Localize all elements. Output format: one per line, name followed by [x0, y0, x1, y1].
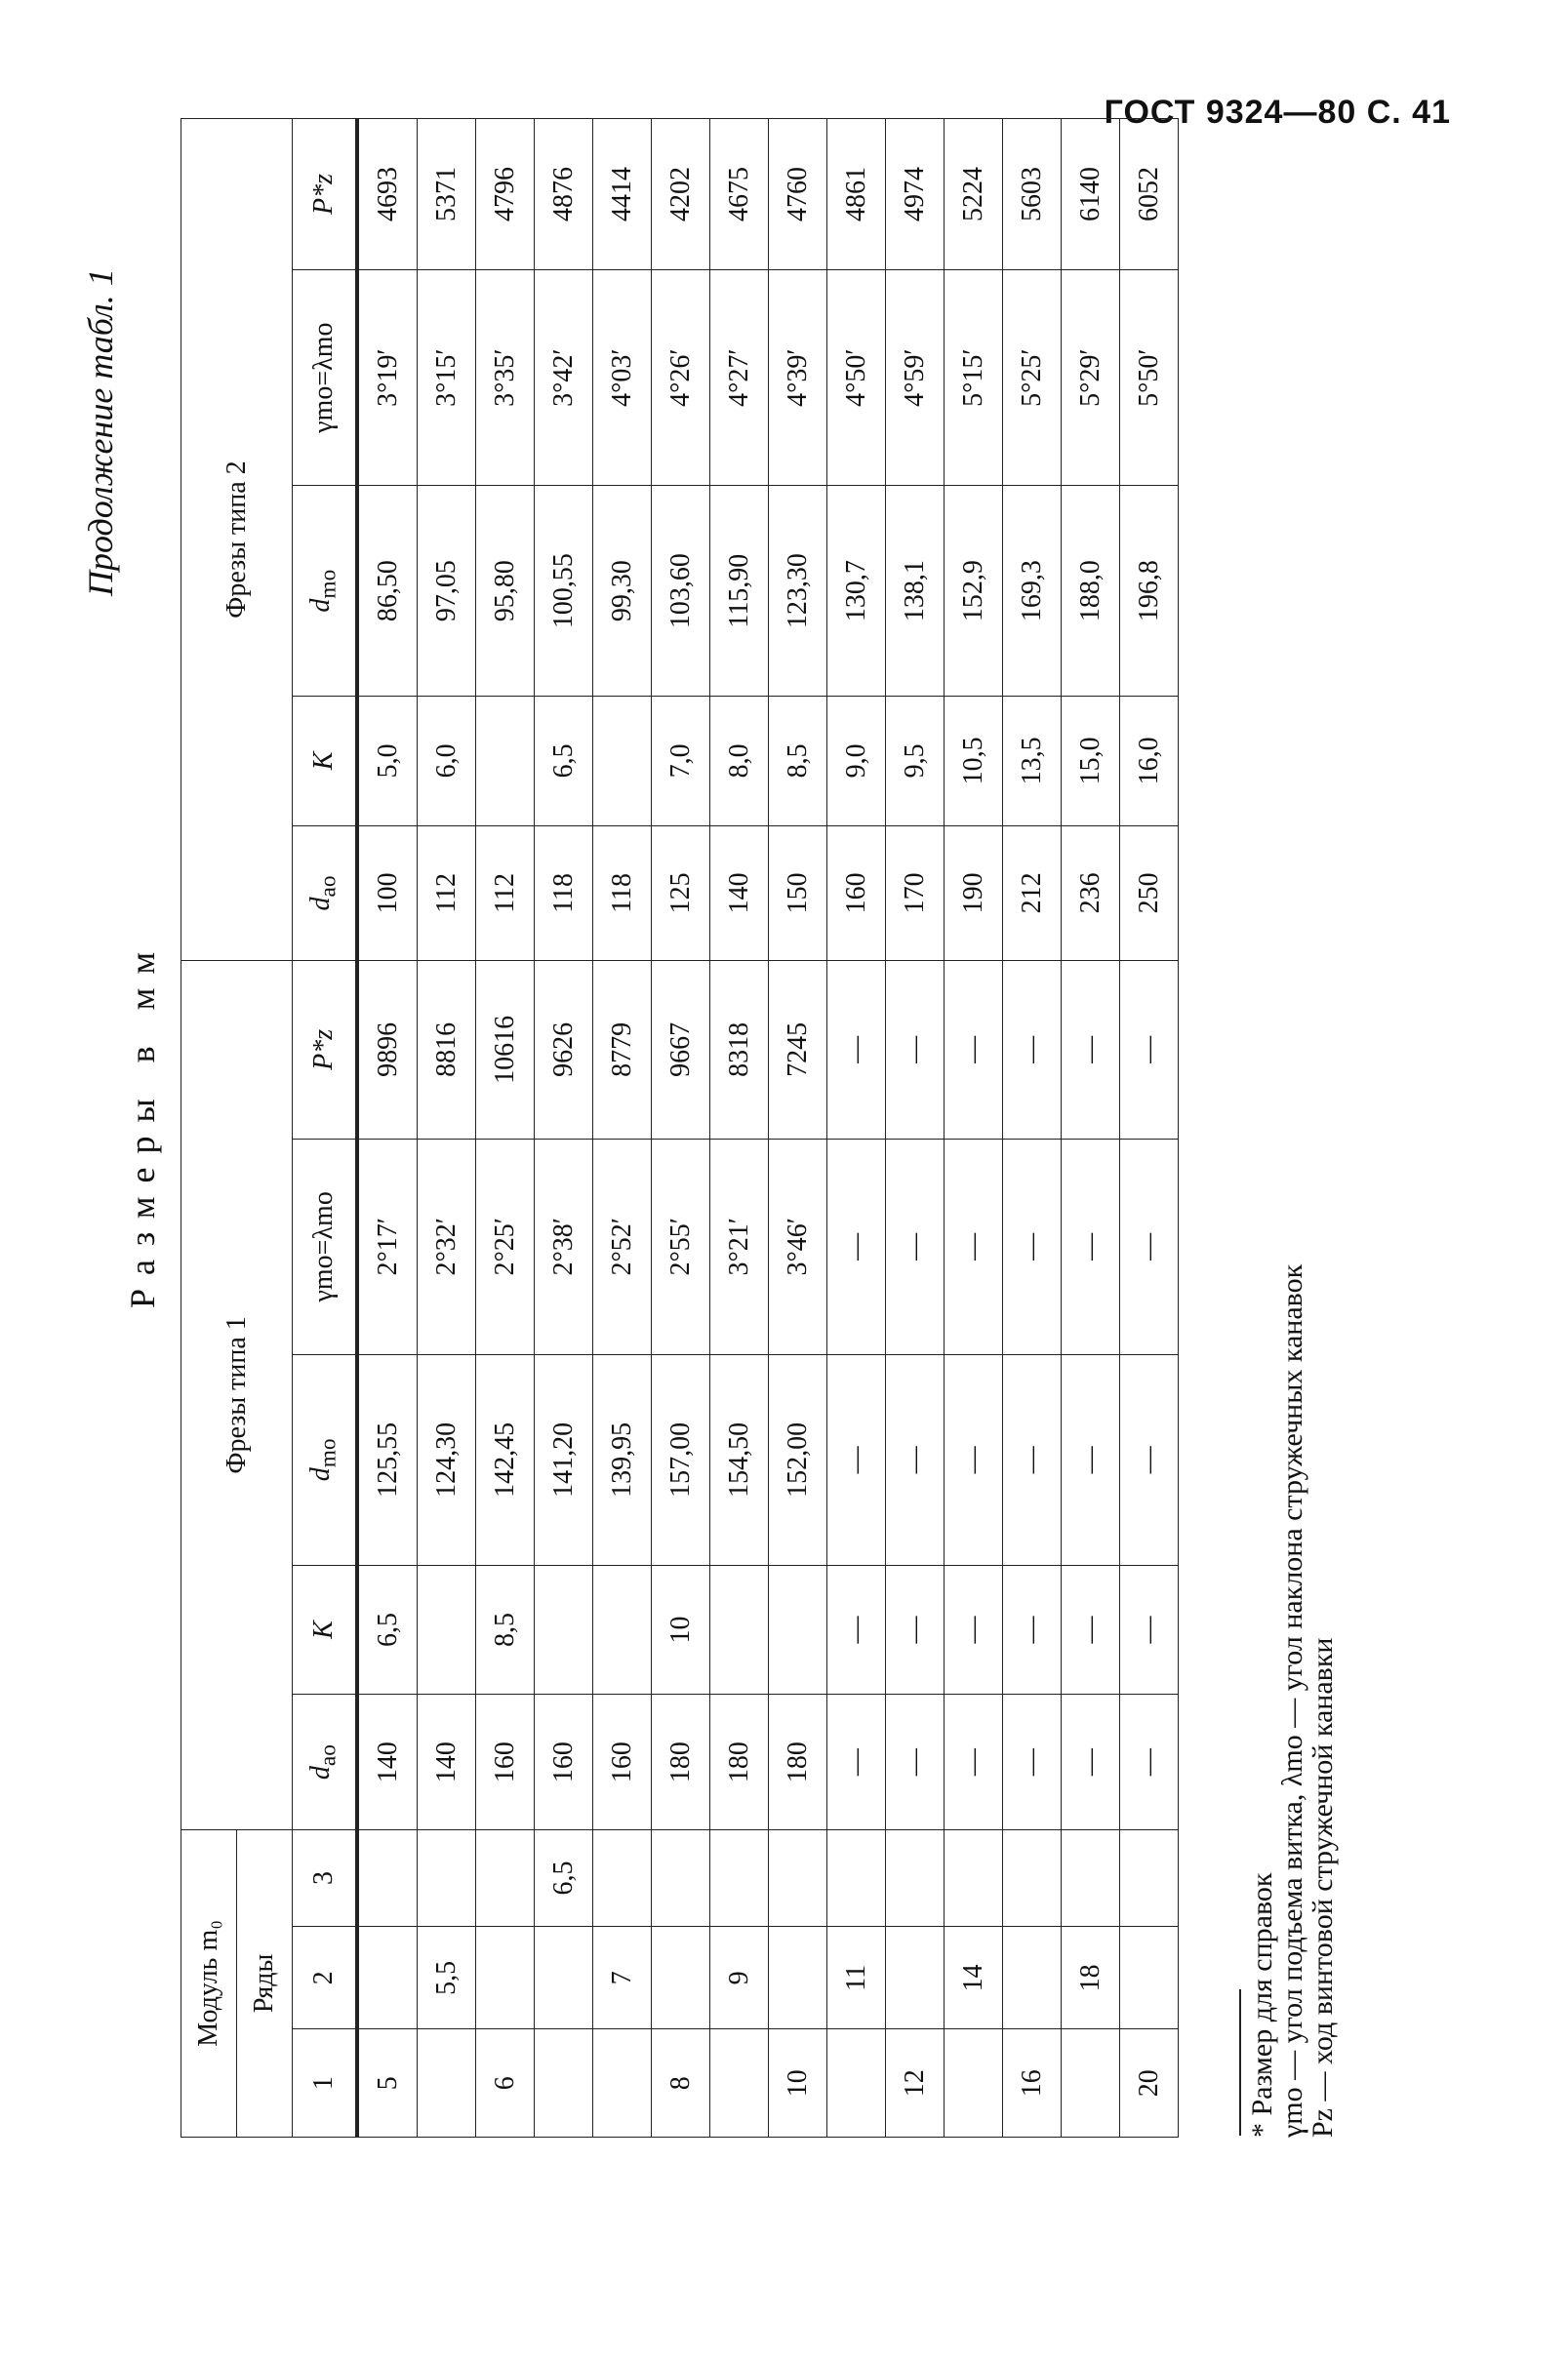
cell-t2-k: 10,5	[945, 697, 1003, 826]
cell-r1	[945, 2029, 1003, 2138]
cell-t2-dmo: 86,50	[357, 486, 418, 697]
cell-t2-k: 15,0	[1062, 697, 1120, 826]
cell-t1-dmo: —	[1003, 1354, 1062, 1565]
cell-r1	[710, 2029, 769, 2138]
group2-title: Фрезы типа 2	[181, 119, 293, 961]
cell-r3: 6,5	[535, 1829, 593, 1927]
cell-t1-gamma: 2°55′	[652, 1139, 710, 1354]
cell-t1-pz: 9626	[535, 961, 593, 1140]
cell-t1-gamma: 2°38′	[535, 1139, 593, 1354]
cell-r3	[357, 1829, 418, 1927]
cell-t2-gamma: 4°03′	[593, 270, 652, 486]
table-row	[652, 119, 710, 2138]
cell-r3	[1120, 1829, 1179, 1927]
cell-r3	[886, 1829, 945, 1927]
cell-r3	[945, 1829, 1003, 1927]
cell-t2-pz: 5371	[418, 119, 476, 270]
cell-r1	[827, 2029, 886, 2138]
cell-t2-dmo: 103,60	[652, 486, 710, 697]
cell-t1-dao: —	[827, 1695, 886, 1829]
dimensions-table	[181, 118, 1179, 2138]
col-dao-1: $d_{ao}$	[293, 1695, 358, 1829]
cell-t2-k: 9,0	[827, 697, 886, 826]
cell-t1-dmo: 139,95	[593, 1354, 652, 1565]
cell-t2-k: 16,0	[1120, 697, 1179, 826]
cell-t1-k	[535, 1565, 593, 1695]
col-dmo-2: $d_{mo}$	[293, 486, 358, 697]
table-row	[827, 119, 886, 2138]
cell-t1-pz: 7245	[769, 961, 827, 1140]
cell-t2-dao: 170	[886, 825, 945, 960]
cell-t1-dmo: —	[827, 1354, 886, 1565]
cell-t2-dao: 236	[1062, 825, 1120, 960]
cell-t1-dao: 160	[535, 1695, 593, 1829]
cell-r3	[769, 1829, 827, 1927]
cell-r2	[769, 1927, 827, 2029]
col-k-1: K	[293, 1565, 358, 1695]
cell-t1-pz: —	[1003, 961, 1062, 1140]
cell-t1-k	[710, 1565, 769, 1695]
cell-t2-pz: 4202	[652, 119, 710, 270]
cell-t1-pz: —	[1062, 961, 1120, 1140]
cell-t1-gamma: 2°32′	[418, 1139, 476, 1354]
cell-t2-pz: 4796	[476, 119, 535, 270]
cell-t2-k: 6,0	[418, 697, 476, 826]
cell-t2-dmo: 152,9	[945, 486, 1003, 697]
cell-r2: 7	[593, 1927, 652, 2029]
cell-t1-pz: 10616	[476, 961, 535, 1140]
col-gamma-1: γmo=λmo	[293, 1139, 358, 1354]
cell-r1: 6	[476, 2029, 535, 2138]
cell-t1-pz: —	[945, 961, 1003, 1140]
cell-t2-gamma: 3°42′	[535, 270, 593, 486]
cell-t1-gamma: —	[1120, 1139, 1179, 1354]
table-row	[418, 119, 476, 2138]
cell-t1-k	[418, 1565, 476, 1695]
cell-t2-dmo: 138,1	[886, 486, 945, 697]
cell-t2-gamma: 4°59′	[886, 270, 945, 486]
table-row	[710, 119, 769, 2138]
cell-t2-pz: 6140	[1062, 119, 1120, 270]
cell-t2-dao: 112	[476, 825, 535, 960]
cell-t2-dmo: 123,30	[769, 486, 827, 697]
cell-t1-dmo: —	[886, 1354, 945, 1565]
cell-t1-dao: 180	[769, 1695, 827, 1829]
cell-r2	[357, 1927, 418, 2029]
cell-t2-dmo: 169,3	[1003, 486, 1062, 697]
cell-t2-gamma: 3°19′	[357, 270, 418, 486]
cell-r2: 18	[1062, 1927, 1120, 2029]
cell-r1: 16	[1003, 2029, 1062, 2138]
cell-t1-gamma: —	[827, 1139, 886, 1354]
table-row	[1120, 119, 1179, 2138]
cell-t1-dao: —	[1120, 1695, 1179, 1829]
cell-t2-dmo: 196,8	[1120, 486, 1179, 697]
cell-t2-pz: 4876	[535, 119, 593, 270]
cell-t1-dao: —	[1003, 1695, 1062, 1829]
cell-t2-pz: 4861	[827, 119, 886, 270]
cell-t2-gamma: 5°50′	[1120, 270, 1179, 486]
row-col-2: 2	[293, 1927, 358, 2029]
cell-t2-dao: 212	[1003, 825, 1062, 960]
cell-t2-pz: 4974	[886, 119, 945, 270]
cell-t2-k: 7,0	[652, 697, 710, 826]
cell-r3	[652, 1829, 710, 1927]
footnote-rule	[1239, 1989, 1241, 2136]
cell-t2-pz: 5224	[945, 119, 1003, 270]
cell-t1-dmo: 141,20	[535, 1354, 593, 1565]
cell-r2: 5,5	[418, 1927, 476, 2029]
cell-t1-dao: —	[886, 1695, 945, 1829]
cell-t1-k	[769, 1565, 827, 1695]
cell-r3	[418, 1829, 476, 1927]
footnote-reference: * Размер для справок	[1246, 1872, 1278, 2138]
cell-t1-pz: 8779	[593, 961, 652, 1140]
cell-t1-gamma: 2°25′	[476, 1139, 535, 1354]
cell-t1-pz: 9896	[357, 961, 418, 1140]
cell-t2-gamma: 3°35′	[476, 270, 535, 486]
cell-t2-dao: 125	[652, 825, 710, 960]
col-dao-2: $d_{ao}$	[293, 825, 358, 960]
table-row	[945, 119, 1003, 2138]
cell-t1-dmo: 152,00	[769, 1354, 827, 1565]
cell-t1-k: 6,5	[357, 1565, 418, 1695]
sizes-title: Размеры в мм	[123, 938, 162, 1308]
cell-t1-pz: 8816	[418, 961, 476, 1140]
cell-t1-dao: —	[945, 1695, 1003, 1829]
cell-t1-dao: 160	[476, 1695, 535, 1829]
cell-t1-k: 10	[652, 1565, 710, 1695]
cell-t1-dao: 140	[418, 1695, 476, 1829]
cell-t1-dmo: —	[945, 1354, 1003, 1565]
cell-t2-dmo: 100,55	[535, 486, 593, 697]
cell-r3	[827, 1829, 886, 1927]
cell-r2	[886, 1927, 945, 2029]
cell-t1-dmo: —	[1120, 1354, 1179, 1565]
cell-r3	[710, 1829, 769, 1927]
cell-r1: 20	[1120, 2029, 1179, 2138]
cell-r1	[1062, 2029, 1120, 2138]
cell-t1-gamma: —	[1062, 1139, 1120, 1354]
cell-t1-dmo: 125,55	[357, 1354, 418, 1565]
table-row	[476, 119, 535, 2138]
cell-r3	[593, 1829, 652, 1927]
cell-t1-k: —	[1003, 1565, 1062, 1695]
col-pz-2: P*z	[293, 119, 358, 270]
table-row	[769, 119, 827, 2138]
cell-t2-gamma: 4°39′	[769, 270, 827, 486]
cell-t1-dmo: 157,00	[652, 1354, 710, 1565]
cell-r2	[535, 1927, 593, 2029]
cell-r1	[535, 2029, 593, 2138]
cell-t1-dao: 140	[357, 1695, 418, 1829]
table-row	[886, 119, 945, 2138]
cell-t2-dao: 160	[827, 825, 886, 960]
cell-t1-k	[593, 1565, 652, 1695]
col-dmo-1: $d_{mo}$	[293, 1354, 358, 1565]
row-col-3: 3	[293, 1829, 358, 1927]
cell-t1-gamma: —	[886, 1139, 945, 1354]
cell-r2	[1003, 1927, 1062, 2029]
cell-t2-dmo: 130,7	[827, 486, 886, 697]
cell-r2: 9	[710, 1927, 769, 2029]
cell-t1-pz: —	[1120, 961, 1179, 1140]
cell-t1-gamma: —	[1003, 1139, 1062, 1354]
cell-r1	[593, 2029, 652, 2138]
cell-t1-k: —	[1062, 1565, 1120, 1695]
cell-t1-dmo: 154,50	[710, 1354, 769, 1565]
cell-t2-dmo: 115,90	[710, 486, 769, 697]
cell-t2-k: 13,5	[1003, 697, 1062, 826]
cell-t2-pz: 5603	[1003, 119, 1062, 270]
cell-r1: 10	[769, 2029, 827, 2138]
cell-t1-gamma: 2°52′	[593, 1139, 652, 1354]
cell-r3	[476, 1829, 535, 1927]
cell-r2: 11	[827, 1927, 886, 2029]
cell-t2-k: 6,5	[535, 697, 593, 826]
cell-t1-dao: 180	[652, 1695, 710, 1829]
cell-t2-k: 5,0	[357, 697, 418, 826]
cell-t1-dao: —	[1062, 1695, 1120, 1829]
footnote-gamma-lambda: γmo — угол подъема витка, λmo — угол наклона стружечных канавок	[1276, 1263, 1308, 2138]
cell-t2-gamma: 4°26′	[652, 270, 710, 486]
cell-t2-k: 8,0	[710, 697, 769, 826]
cell-t1-gamma: 2°17′	[357, 1139, 418, 1354]
table-row	[593, 119, 652, 2138]
col-pz-1: P*z	[293, 961, 358, 1140]
footnotes	[1247, 1264, 1338, 2138]
table-body	[357, 119, 1179, 2138]
cell-t2-k: 8,5	[769, 697, 827, 826]
cell-t1-dao: 160	[593, 1695, 652, 1829]
cell-t1-pz: —	[886, 961, 945, 1140]
cell-r1: 5	[357, 2029, 418, 2138]
cell-t2-dmo: 99,30	[593, 486, 652, 697]
cell-t1-gamma: 3°46′	[769, 1139, 827, 1354]
cell-t2-dao: 250	[1120, 825, 1179, 960]
cell-t1-gamma: —	[945, 1139, 1003, 1354]
cell-r1: 8	[652, 2029, 710, 2138]
cell-r2	[1120, 1927, 1179, 2029]
cell-t2-gamma: 5°29′	[1062, 270, 1120, 486]
module-header: Модуль m₀	[181, 1829, 237, 2137]
cell-t2-dao: 190	[945, 825, 1003, 960]
rows-header: Ряды	[237, 1829, 293, 2137]
cell-t2-gamma: 3°15′	[418, 270, 476, 486]
row-col-1: 1	[293, 2029, 358, 2138]
cell-t2-k	[593, 697, 652, 826]
cell-t2-pz: 6052	[1120, 119, 1179, 270]
table-row	[1062, 119, 1120, 2138]
cell-t1-pz: 8318	[710, 961, 769, 1140]
cell-t1-k: —	[945, 1565, 1003, 1695]
cell-t1-k: —	[886, 1565, 945, 1695]
cell-r1	[418, 2029, 476, 2138]
cell-r2	[476, 1927, 535, 2029]
cell-t1-gamma: 3°21′	[710, 1139, 769, 1354]
cell-r3	[1003, 1829, 1062, 1927]
cell-r3	[1062, 1829, 1120, 1927]
cell-t2-pz: 4414	[593, 119, 652, 270]
cell-t2-k	[476, 697, 535, 826]
cell-t2-dao: 118	[535, 825, 593, 960]
col-gamma-2: γmo=λmo	[293, 270, 358, 486]
cell-t1-pz: 9667	[652, 961, 710, 1140]
table-row	[535, 119, 593, 2138]
cell-t2-gamma: 4°50′	[827, 270, 886, 486]
cell-t2-dmo: 188,0	[1062, 486, 1120, 697]
cell-t1-k: —	[1120, 1565, 1179, 1695]
page-header: ГОСТ 9324—80 С. 41	[1104, 94, 1451, 131]
cell-t2-pz: 4675	[710, 119, 769, 270]
cell-t2-dao: 140	[710, 825, 769, 960]
cell-r2	[652, 1927, 710, 2029]
cell-t2-dmo: 97,05	[418, 486, 476, 697]
cell-t1-pz: —	[827, 961, 886, 1140]
cell-t1-k: —	[827, 1565, 886, 1695]
cell-t2-pz: 4760	[769, 119, 827, 270]
table-row	[357, 119, 418, 2138]
cell-r1: 12	[886, 2029, 945, 2138]
cell-r2: 14	[945, 1927, 1003, 2029]
cell-t2-pz: 4693	[357, 119, 418, 270]
cell-t2-gamma: 5°15′	[945, 270, 1003, 486]
cell-t2-gamma: 4°27′	[710, 270, 769, 486]
continuation-title: Продолжение табл. 1	[81, 268, 120, 596]
cell-t2-dao: 118	[593, 825, 652, 960]
cell-t2-dao: 100	[357, 825, 418, 960]
cell-t2-dao: 112	[418, 825, 476, 960]
col-k-2: K	[293, 697, 358, 826]
cell-t2-gamma: 5°25′	[1003, 270, 1062, 486]
cell-t2-dmo: 95,80	[476, 486, 535, 697]
cell-t1-k: 8,5	[476, 1565, 535, 1695]
cell-t1-dao: 180	[710, 1695, 769, 1829]
cell-t1-dmo: 142,45	[476, 1354, 535, 1565]
group1-title: Фрезы типа 1	[181, 961, 293, 1830]
cell-t2-dao: 150	[769, 825, 827, 960]
footnote-pz: Pz — ход винтовой стружечной канавки	[1307, 1637, 1339, 2138]
cell-t1-dmo: 124,30	[418, 1354, 476, 1565]
table-row	[1003, 119, 1062, 2138]
cell-t2-k: 9,5	[886, 697, 945, 826]
cell-t1-dmo: —	[1062, 1354, 1120, 1565]
